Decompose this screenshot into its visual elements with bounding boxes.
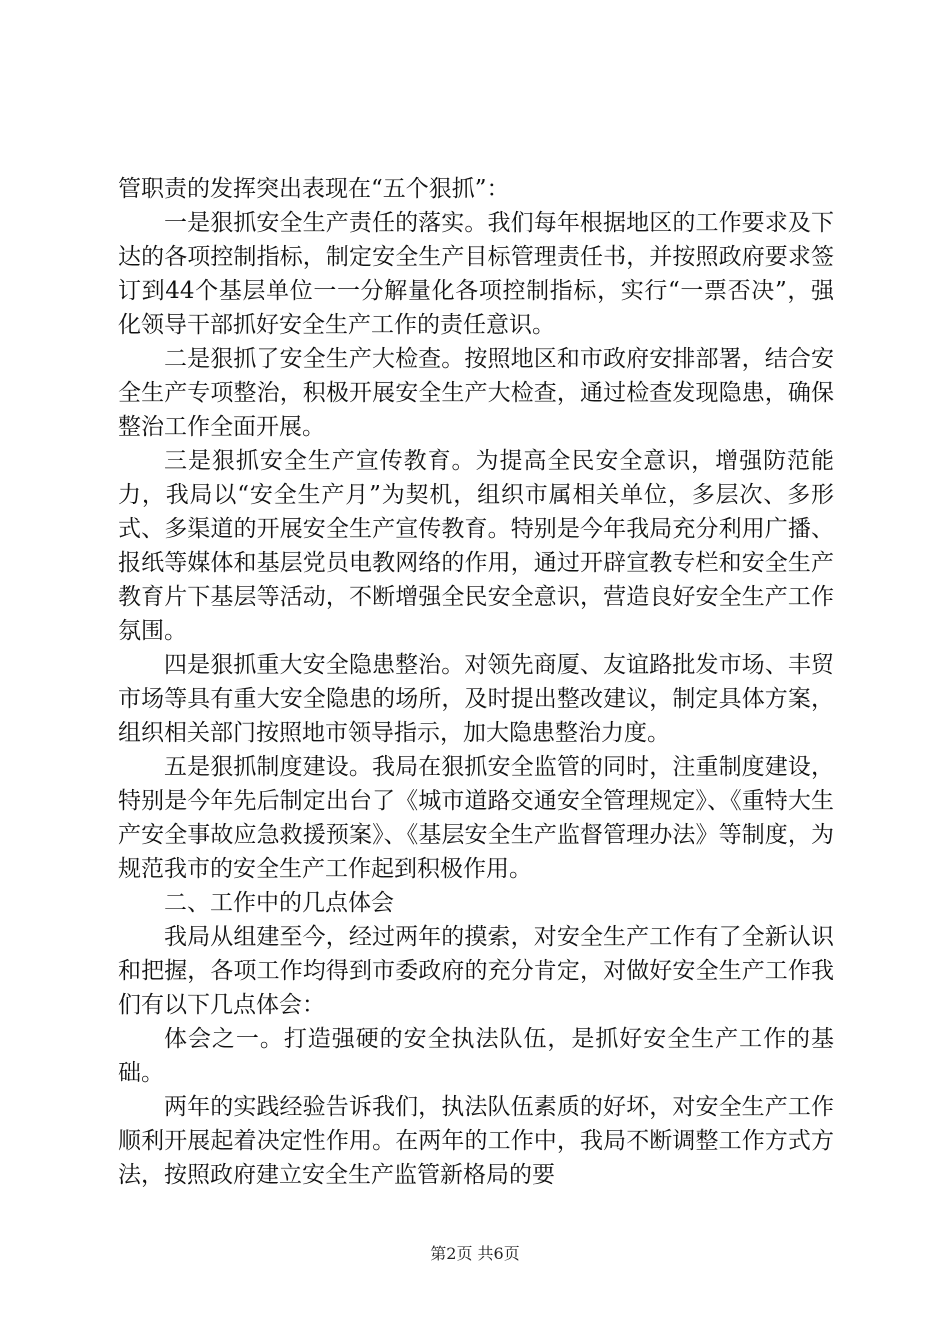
paragraph-responsibility: 一是狠抓安全生产责任的落实。我们每年根据地区的工作要求及下达的各项控制指标，制定安全生产目标管理责任书，并按照政府要求签订到44个基层单位一一分解量化各项控制指标，实行“一票否决”，强化领导干部抓好安全生产工作的责任意识。 xyxy=(118,210,834,338)
paragraph-hazard-rectification: 四是狠抓重大安全隐患整治。对领先商厦、友谊路批发市场、丰贸市场等具有重大安全隐患的场所，及时提出整改建议，制定具体方案，组织相关部门按照地市领导指示，加大隐患整治力度。 xyxy=(118,652,834,746)
paragraph-experience-intro: 我局从组建至今，经过两年的摸索，对安全生产工作有了全新认识和把握，各项工作均得到市委政府的充分肯定，对做好安全生产工作我们有以下几点体会： xyxy=(118,924,834,1018)
paragraph-inspection: 二是狠抓了安全生产大检查。按照地区和市政府安排部署，结合安全生产专项整治，积极开展安全生产大检查，通过检查发现隐患，确保整治工作全面开展。 xyxy=(118,346,834,440)
page-number-footer: 第2页 共6页 xyxy=(430,1244,520,1263)
paragraph-intro: 管职责的发挥突出表现在“五个狠抓”： xyxy=(118,176,510,202)
paragraph-team-quality: 两年的实践经验告诉我们，执法队伍素质的好坏，对安全生产工作顺利开展起着决定性作用。在两年的工作中，我局不断调整工作方式方法，按照政府建立安全生产监管新格局的要 xyxy=(118,1094,834,1188)
paragraph-system-building: 五是狠抓制度建设。我局在狠抓安全监管的同时，注重制度建设，特别是今年先后制定出台了《城市道路交通安全管理规定》、《重特大生产安全事故应急救援预案》、《基层安全生产监督管理办法》等制度，为规范我市的安全生产工作起到积极作用。 xyxy=(118,754,834,882)
paragraph-education: 三是狠抓安全生产宣传教育。为提高全民安全意识，增强防范能力，我局以“安全生产月”为契机，组织市属相关单位，多层次、多形式、多渠道的开展安全生产宣传教育。特别是今年我局充分利用广播、报纸等媒体和基层党员电教网络的作用，通过开辟宣教专栏和安全生产教育片下基层等活动，不断增强全民安全意识，营造良好安全生产工作氛围。 xyxy=(118,448,834,644)
section-heading: 二、工作中的几点体会 xyxy=(164,890,394,916)
document-body xyxy=(118,172,834,1192)
paragraph-experience-one: 体会之一。打造强硬的安全执法队伍，是抓好安全生产工作的基础。 xyxy=(118,1026,834,1086)
